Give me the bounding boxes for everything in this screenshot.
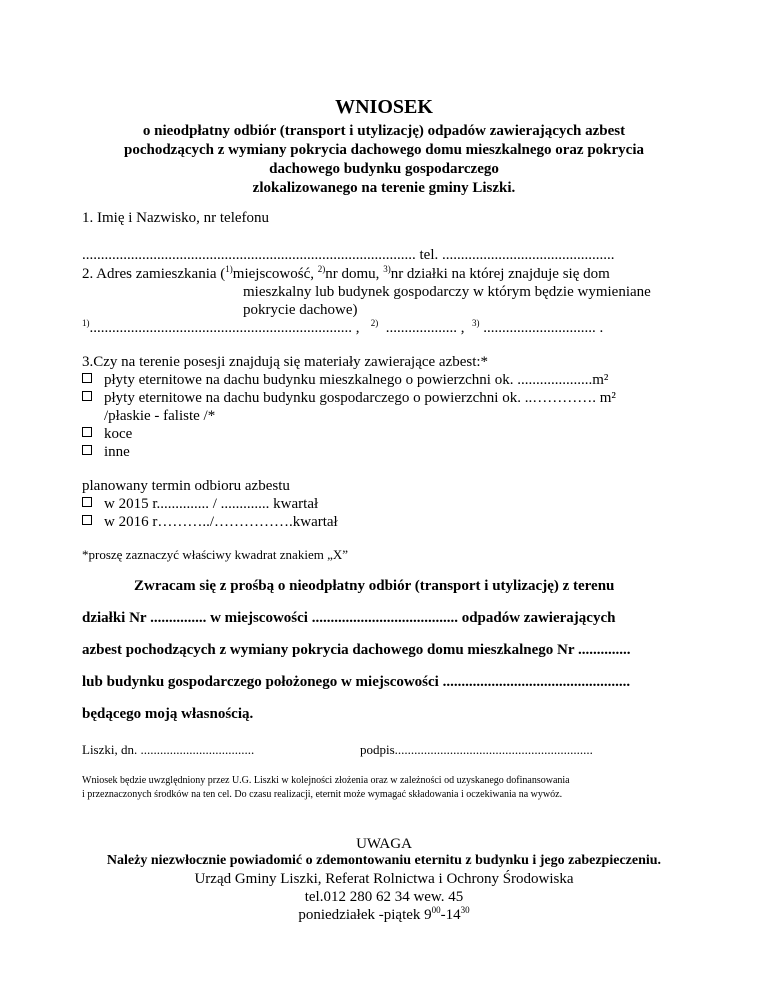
checkbox-instruction: *proszę zaznaczyć właściwy kwadrat znakiem „X” xyxy=(82,547,348,562)
plot-number-field[interactable]: .............................. . xyxy=(483,320,604,336)
option-residential-roof: płyty eternitowe na dachu budynku mieszkalnego o powierzchni ok. ....................m² xyxy=(82,372,608,389)
house-number-field[interactable]: ................... , xyxy=(385,320,465,336)
option-farm-building-roof: płyty eternitowe na dachu budynku gospodarczego o powierzchni ok. ..…………. m² xyxy=(82,390,616,407)
office-hours: poniedziałek -piątek $9^{00}-14^{30}$ xyxy=(298,905,470,923)
office-name: Urząd Gminy Liszki, Referat Rolnictwa i Ochrony Środowiska xyxy=(194,871,574,887)
request-line: lub budynku gospodarczego położonego w miejscowości .................................................. xyxy=(82,674,631,690)
notice-text: Należy niezwłocznie powiadomić o zdemontowaniu eternitu z budynku i jego zabezpieczeniu. xyxy=(106,853,662,868)
address-label-cont: pokrycie dachowe) xyxy=(243,302,358,318)
disclaimer-line: i przeznaczonych środków na ten cel. Do czasu realizacji, eternit może wymagać składowania i oczekiwania na wywóz. xyxy=(82,789,563,800)
address-label-cont: mieszkalny lub budynek gospodarczy w którym będzie wymieniane xyxy=(243,284,651,300)
name-field[interactable]: ......................................................................................... xyxy=(82,247,416,263)
signature-field[interactable]: podpis............................................................. xyxy=(360,742,593,757)
asbestos-question: 3.Czy na terenie posesji znajdują się materiały zawierające azbest:* xyxy=(82,354,489,370)
checkbox[interactable] xyxy=(82,391,92,401)
subtitle-line: pochodzących z wymiany pokrycia dachowego domu mieszkalnego oraz pokrycia xyxy=(124,142,644,158)
checkbox[interactable] xyxy=(82,497,92,507)
office-phone: tel.012 280 62 34 wew. 45 xyxy=(304,889,464,905)
name-phone-label: 1. Imię i Nazwisko, nr telefonu xyxy=(82,210,270,226)
option-2015: w 2015 r.............. / ............. kwartał xyxy=(82,496,318,513)
subtitle-line: zlokalizowanego na terenie gminy Liszki. xyxy=(252,180,516,196)
option-koce: koce xyxy=(82,426,132,443)
subtitle-line: o nieodpłatny odbiór (transport i utylizację) odpadów zawierających azbest xyxy=(142,123,626,139)
checkbox[interactable] xyxy=(82,515,92,525)
tel-field[interactable]: .............................................. xyxy=(442,247,615,263)
option-2016: w 2016 r………../…………….kwartał xyxy=(82,514,338,531)
roof-type-note: /płaskie - faliste /* xyxy=(104,408,216,424)
tel-label: tel. xyxy=(419,247,439,263)
schedule-label: planowany termin odbioru azbestu xyxy=(82,478,290,494)
subtitle-line: dachowego budynku gospodarczego xyxy=(269,161,499,177)
checkbox[interactable] xyxy=(82,445,92,455)
place-date-field[interactable]: Liszki, dn. ................................... xyxy=(82,742,255,757)
request-line: będącego moją własnością. xyxy=(82,706,254,722)
checkbox[interactable] xyxy=(82,373,92,383)
address-fill-line: $^{1)}$...................................................................... , $^{2)}$ ................... , $^{3)}$ .............................. . xyxy=(82,318,604,336)
name-phone-fill-line xyxy=(82,247,615,264)
locality-field[interactable]: ...................................................................... , xyxy=(89,320,360,336)
request-line: Zwracam się z prośbą o nieodpłatny odbiór (transport i utylizację) z terenu xyxy=(134,578,615,594)
request-line: działki Nr ............... w miejscowości ....................................... odpadów zawierających xyxy=(82,610,616,626)
request-line: azbest pochodzących z wymiany pokrycia dachowego domu mieszkalnego Nr .............. xyxy=(82,642,631,658)
uwaga-heading: UWAGA xyxy=(356,836,412,852)
disclaimer-line: Wniosek będzie uwzględniony przez U.G. Liszki w kolejności złożenia oraz w zależności od uzyskanego dofinansowania xyxy=(82,775,570,786)
checkbox[interactable] xyxy=(82,427,92,437)
address-label: 2. Adres zamieszkania ($^{1)}$miejscowość, $^{2)}$nr domu, $^{3)}$nr działki na której znajduje się dom xyxy=(82,264,610,282)
form-title: WNIOSEK xyxy=(335,96,433,118)
option-inne: inne xyxy=(82,444,130,461)
